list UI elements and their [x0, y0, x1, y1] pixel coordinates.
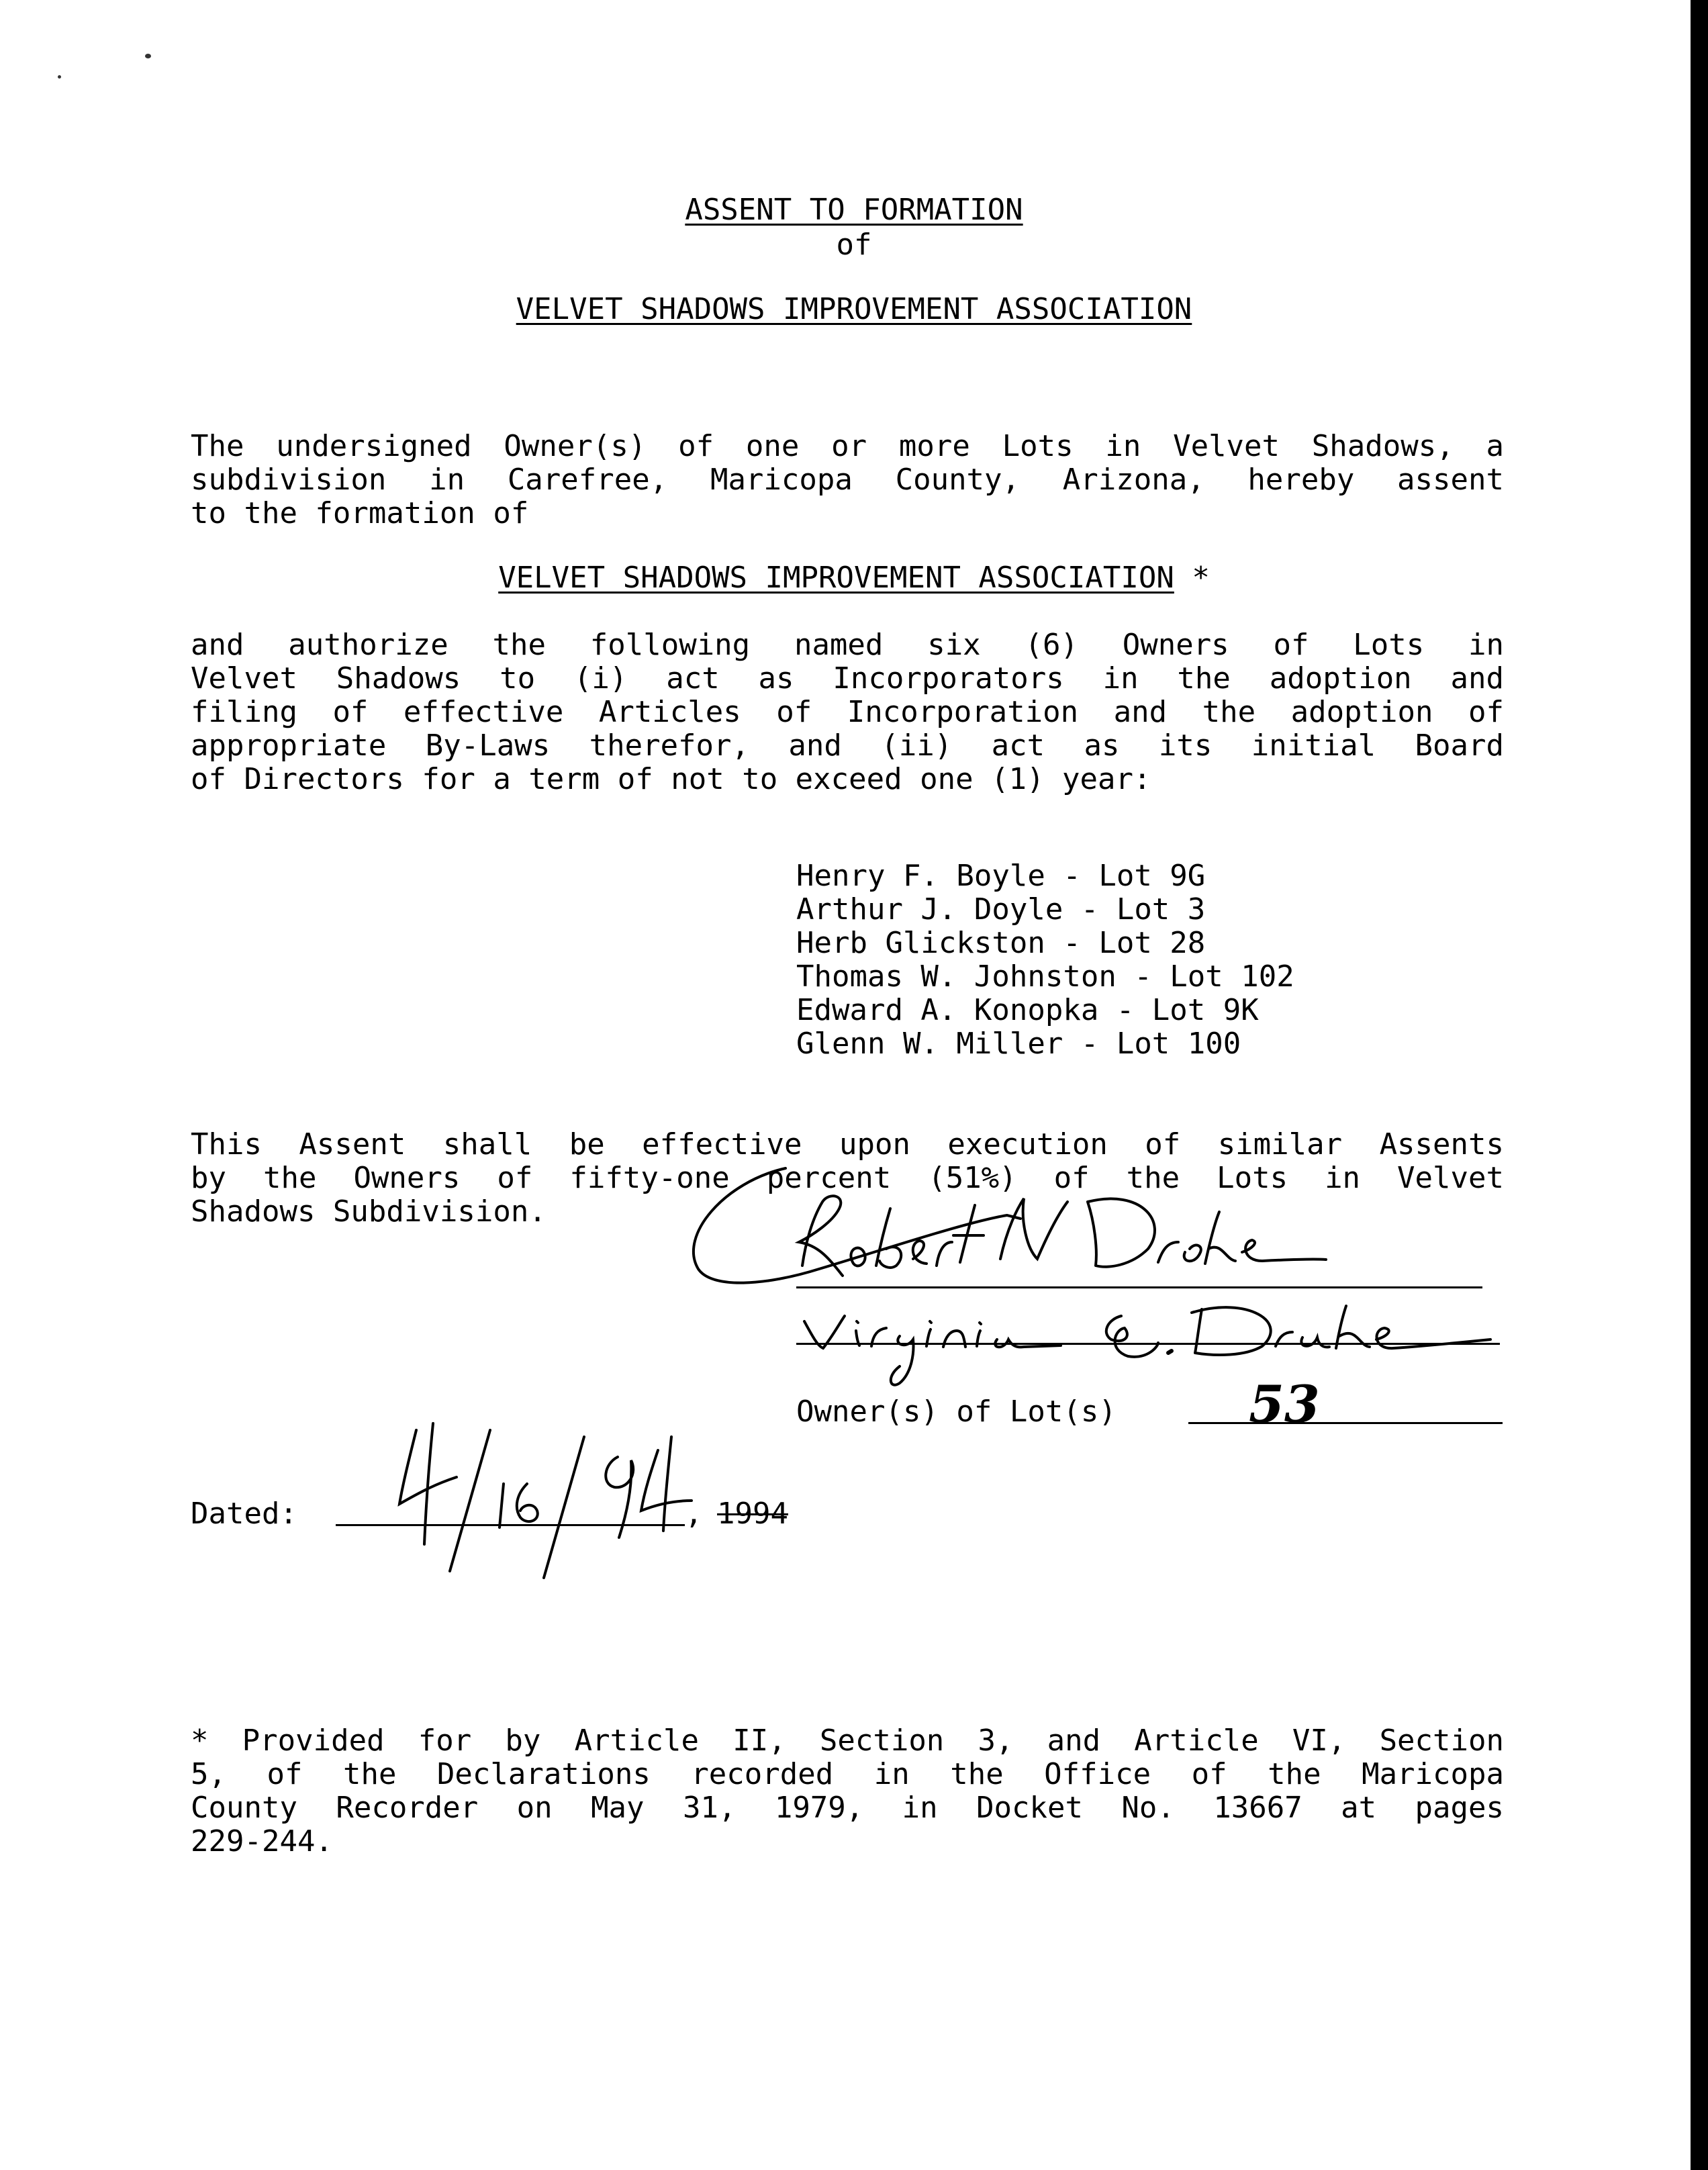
dated-label: Dated: — [191, 1497, 297, 1531]
signature-virginia-drake — [792, 1289, 1504, 1390]
incorporator-entry: Edward A. Konopka - Lot 9K — [796, 993, 1259, 1027]
footnote-marker: * — [1174, 561, 1210, 595]
authorization-line: and authorize the following named six (6) Owners of Lots in — [191, 628, 1504, 662]
incorporators-list — [796, 859, 1294, 1061]
incorporator-entry: Henry F. Boyle - Lot 9G — [796, 859, 1206, 893]
association-heading: VELVET SHADOWS IMPROVEMENT ASSOCIATION — [516, 292, 1192, 326]
incorporator-entry: Arthur J. Doyle - Lot 3 — [796, 892, 1206, 927]
handwritten-date — [376, 1410, 752, 1578]
incorporator-entry: Herb Glickston - Lot 28 — [796, 926, 1206, 960]
scan-speck — [145, 54, 151, 58]
dated-comma: , — [685, 1497, 703, 1531]
effective-line: by the Owners of fifty-one percent (51%) of the Lots in Velvet — [191, 1161, 1504, 1195]
footnote-line: 229-244. — [191, 1824, 333, 1858]
authorization-line: filing of effective Articles of Incorporation and the adoption of — [191, 695, 1504, 729]
intro-line: to the formation of — [191, 496, 529, 530]
dated-struck-year: 1994 — [717, 1497, 788, 1531]
effective-line: This Assent shall be effective upon execution of similar Assents — [191, 1127, 1504, 1162]
footnote-line: * Provided for by Article II, Section 3, and Article VI, Section — [191, 1724, 1504, 1758]
incorporator-entry: Glenn W. Miller - Lot 100 — [796, 1027, 1241, 1061]
footnote-line: County Recorder on May 31, 1979, in Docket No. 13667 at pages — [191, 1791, 1504, 1825]
owner-lot-label: Owner(s) of Lot(s) — [796, 1395, 1117, 1429]
footnote-line: 5, of the Declarations recorded in the Office of the Maricopa — [191, 1757, 1504, 1791]
title-of: of — [836, 228, 872, 262]
scan-speck — [58, 75, 61, 79]
authorization-paragraph — [191, 628, 1504, 796]
authorization-line: appropriate By-Laws therefor, and (ii) act as its initial Board — [191, 728, 1504, 763]
footnote — [191, 1724, 1504, 1858]
association-reference-name: VELVET SHADOWS IMPROVEMENT ASSOCIATION — [498, 561, 1174, 595]
association-reference — [0, 561, 1708, 595]
authorization-line: Velvet Shadows to (i) act as Incorporators in the adoption and — [191, 661, 1504, 696]
intro-line: subdivision in Carefree, Maricopa County, Arizona, hereby assent — [191, 463, 1504, 497]
owner-lot-line — [1188, 1422, 1503, 1424]
effective-line: Shadows Subdivision. — [191, 1194, 547, 1229]
intro-paragraph — [191, 430, 1504, 530]
authorization-line: of Directors for a term of not to exceed one (1) year: — [191, 762, 1151, 796]
intro-line: The undersigned Owner(s) of one or more Lots in Velvet Shadows, a — [191, 429, 1504, 463]
owner-lot-value: 53 — [1249, 1374, 1320, 1434]
incorporator-entry: Thomas W. Johnston - Lot 102 — [796, 959, 1294, 994]
document-title: ASSENT TO FORMATION — [685, 193, 1023, 227]
